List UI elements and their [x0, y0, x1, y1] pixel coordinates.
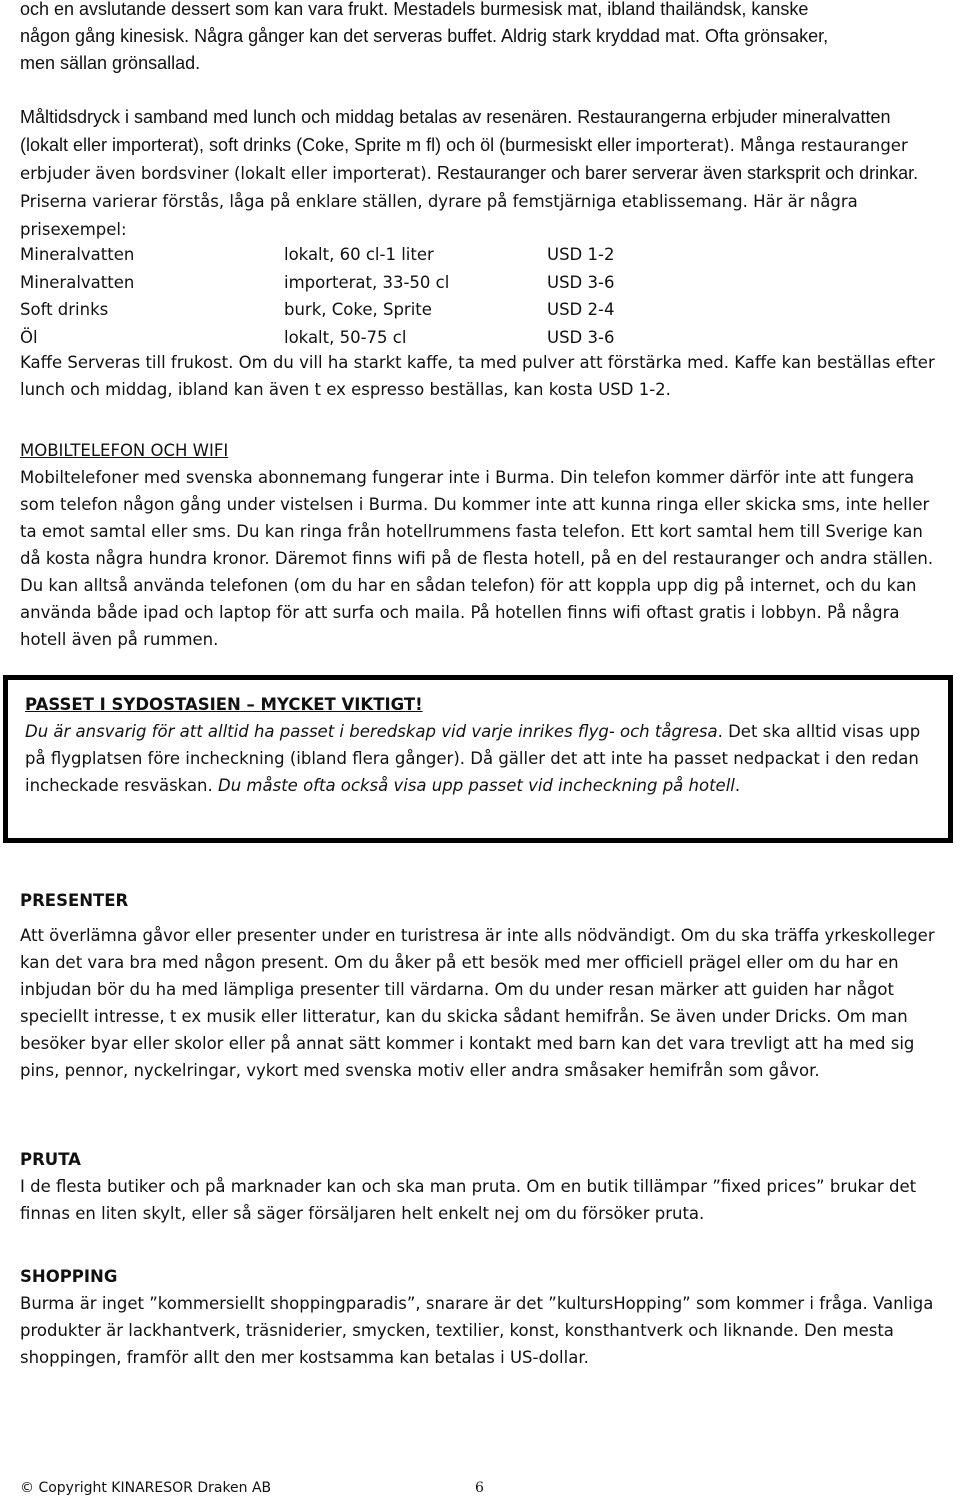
- passport-italic-1: Du är ansvarig för att alltid ha passet i beredskap vid varje inrikes flyg- och tågresa: [25, 722, 718, 741]
- haggle-section: [20, 1146, 940, 1227]
- drinks-intro-f: Här är några prisexempel:: [20, 192, 858, 239]
- coffee-paragraph: [20, 349, 940, 403]
- mobile-section: [20, 437, 940, 653]
- price-table: [20, 241, 720, 351]
- copyright-text: © Copyright KINARESOR Draken AB: [20, 1480, 272, 1496]
- shopping-section: [20, 1263, 940, 1371]
- mobile-text: Mobiltelefoner med svenska abonnemang fungerar inte i Burma. Din telefon kommer därför inte att fungera som telefon någon gång under vistelsen i Burma. Du kommer inte att kunna ringa eller skicka sms, inte heller ta emot samtal eller sms. Du kan ringa från hotellrummens fasta telefon. Ett kort samtal hem till Sverige kan då kosta några hundra kronor. Däremot finns wifi på de flesta hotell, på en del restauranger och andra ställen. Du kan alltså använda telefonen (om du har en sådan telefon) för att koppla upp dig på internet, och du kan använda både ipad och laptop för att surfa och maila. På hotellen finns wifi oftast gratis i lobbyn. På några hotell även på rummen.: [20, 468, 934, 649]
- price-item: Soft drinks: [20, 300, 109, 319]
- drinks-intro-e: Priserna varierar förstås, låga på enklare ställen, dyrare på femstjärniga etablissemang.: [20, 192, 748, 211]
- gifts-text: Att överlämna gåvor eller presenter under en turistresa är inte alls nödvändigt. Om du ska träffa yrkeskolleger kan det vara bra med någon present. Om du åker på ett besök med mer officiell prägel eller om du har en inbjudan bör du ha med lämpliga presenter till värdarna. Om du under resan märker att guiden har något speciellt intresse, t ex musik eller litteratur, kan du skicka sådant hemifrån. Se även under Dricks. Om man besöker byar eller skolor eller på annat sätt kommer i kontakt med barn kan det vara trevligt att ha med sig pins, pennor, nyckelringar, vykort med svenska motiv eller andra småsaker hemifrån som gåvor.: [20, 926, 935, 1080]
- table-row: [20, 269, 720, 297]
- drinks-intro-b: importerat).: [635, 136, 735, 155]
- coffee-text: Kaffe Serveras till frukost. Om du vill ha starkt kaffe, ta med pulver att förstärka med. Kaffe kan beställas efter lunch och middag, ibland kan även t ex espresso beställas, kan kosta USD 1-2.: [20, 353, 935, 399]
- gifts-heading: PRESENTER: [20, 891, 129, 910]
- shopping-text: Burma är inget ”kommersiellt shoppingparadis”, snarare är det ”kultursHopping” som kommer i fråga. Vanliga produkter är lackhantverk, träsniderier, smycken, textilier, konst, konsthantverk och liknande. Den mesta shoppingen, framför allt den mer kostsamma kan betalas i US-dollar.: [20, 1294, 934, 1367]
- price-item: Mineralvatten: [20, 272, 135, 292]
- page-number: 6: [475, 1480, 484, 1496]
- food-line-1: och en avslutande dessert som kan vara frukt. Mestadels burmesisk mat, ibland thailändsk, kanske: [20, 0, 809, 19]
- price-desc: lokalt, 60 cl-1 liter: [284, 245, 434, 264]
- drinks-intro-a: Måltidsdryck i samband med lunch och middag betalas av resenären. Restaurangerna erbjuder mineralvatten (lokalt eller importerat), soft drinks (Coke, Sprite m fl) och öl (burmesiskt eller: [20, 107, 891, 155]
- passport-italic-2: Du måste ofta också visa upp passet vid incheckning på hotell: [218, 776, 735, 795]
- gifts-section: [20, 887, 940, 1084]
- passport-text-2: .: [734, 776, 741, 795]
- food-line-3: men sällan grönsallad.: [20, 53, 201, 73]
- shopping-heading: SHOPPING: [20, 1267, 118, 1286]
- price-item: Öl: [20, 327, 38, 347]
- price-desc: importerat, 33-50 cl: [284, 272, 450, 292]
- drinks-paragraph: [20, 104, 940, 244]
- haggle-text: I de flesta butiker och på marknader kan och ska man pruta. Om en butik tillämpar ”fixed prices” brukar det finnas en liten skylt, eller så säger försäljaren helt enkelt nej om du försöker pruta.: [20, 1177, 917, 1223]
- price-value: USD 3-6: [547, 327, 615, 347]
- price-value: USD 2-4: [547, 300, 615, 319]
- food-line-2: någon gång kinesisk. Några gånger kan det serveras buffet. Aldrig stark kryddad mat. Ofta grönsaker,: [20, 26, 829, 46]
- passport-notice-box: [3, 675, 953, 843]
- price-value: USD 3-6: [547, 272, 615, 292]
- table-row: [20, 241, 720, 269]
- food-paragraph: [20, 0, 940, 77]
- passport-heading: PASSET I SYDOSTASIEN – MYCKET VIKTIGT!: [25, 695, 423, 714]
- table-row: [20, 324, 720, 352]
- price-desc: lokalt, 50-75 cl: [284, 327, 407, 347]
- page-footer: [20, 1477, 620, 1499]
- passport-text: [25, 718, 940, 799]
- passport-text-1: . Det ska alltid visas upp på flygplatsen före incheckning (ibland flera gånger). Då gäller det att inte ha passet nedpackat i den redan incheckade resväskan.: [25, 722, 921, 795]
- passport-content: [25, 691, 940, 799]
- mobile-heading: MOBILTELEFON OCH WIFI: [20, 441, 229, 460]
- price-desc: burk, Coke, Sprite: [284, 300, 432, 319]
- price-value: USD 1-2: [547, 245, 615, 264]
- haggle-heading: PRUTA: [20, 1150, 81, 1169]
- price-item: Mineralvatten: [20, 245, 135, 264]
- drinks-intro-d: Restauranger och barer serverar även starksprit och drinkar.: [431, 163, 919, 183]
- table-row: [20, 296, 720, 324]
- drinks-intro-c: Många restauranger erbjuder även bordsviner (lokalt eller importerat).: [20, 136, 908, 183]
